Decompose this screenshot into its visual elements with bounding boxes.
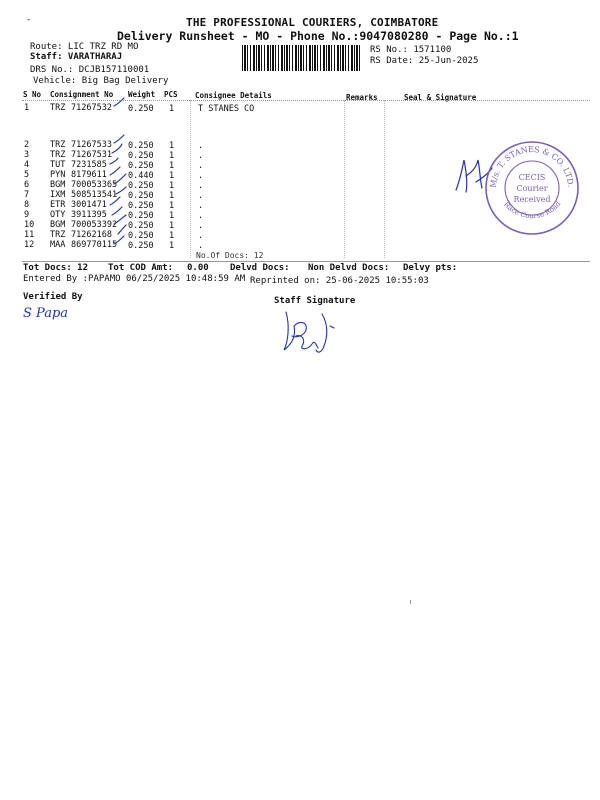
row-consignee: . [198, 201, 204, 211]
row-prefix: MAA [50, 240, 66, 250]
column-divider [190, 100, 191, 258]
column-divider [344, 100, 345, 258]
row-weight: 0.250 [128, 241, 154, 251]
tick-mark [114, 135, 124, 143]
vehicle-text: Vehicle: Big Bag Delivery [33, 76, 169, 86]
row-prefix: BGM [50, 180, 66, 190]
tick-mark [110, 167, 120, 175]
rs-date: RS Date: 25-Jun-2025 [370, 56, 479, 66]
row-sno: 2 [24, 140, 30, 150]
row-prefix: TRZ [50, 230, 66, 240]
row-weight: 0.250 [128, 151, 154, 161]
row-consignee: . [198, 171, 204, 181]
staff-signature-label: Staff Signature [274, 296, 356, 306]
col-remarks: Remarks [346, 93, 378, 102]
reprinted-on: Reprinted on: 25-06-2025 10:55:03 [250, 276, 429, 286]
row-sno: 1 [24, 103, 30, 113]
pen-ticks [108, 96, 134, 248]
row-consignee: . [198, 181, 204, 191]
row-weight: 0.250 [128, 221, 154, 231]
row-sno: 5 [24, 170, 30, 180]
tick-mark [118, 225, 126, 234]
row-consignment: 71267533 [71, 140, 112, 150]
rs-number: RS No.: 1571100 [370, 45, 452, 55]
row-sno: 6 [24, 180, 30, 190]
row-weight: 0.250 [128, 231, 154, 241]
row-pcs: 1 [169, 141, 175, 151]
row-consignment: 71267531 [71, 150, 112, 160]
row-pcs: 1 [169, 221, 175, 231]
row-weight: 0.250 [128, 211, 154, 221]
staff-text: Staff: VARATHARAJ [30, 52, 123, 62]
row-prefix: IXM [50, 190, 66, 200]
tick-mark [112, 207, 122, 215]
row-weight: 0.250 [128, 141, 154, 151]
stamp-center-1: CECIS [518, 173, 546, 182]
row-pcs: 1 [169, 161, 175, 171]
row-consignee: . [198, 161, 204, 171]
row-pcs: 1 [169, 191, 175, 201]
row-consignment: 700053365 [71, 180, 118, 190]
row-weight: 0.440 [128, 171, 154, 181]
row-consignee: . [198, 211, 204, 221]
row-pcs: 1 [169, 181, 175, 191]
dash-mark: - [26, 15, 32, 25]
col-consignment: Consignment No [50, 90, 114, 99]
stamp-outer-text: M/s. T. STANES & CO. LTD. [488, 144, 576, 189]
row-prefix: TUT [50, 160, 66, 170]
footer-divider [22, 261, 590, 262]
tick-mark [110, 197, 120, 205]
row-consignee: . [198, 221, 204, 231]
barcode [242, 45, 362, 71]
staff-signature [278, 306, 344, 358]
row-prefix: ETR [50, 200, 66, 210]
drs-number: DRS No.: DCJB157110001 [30, 65, 150, 75]
delvd-docs: Delvd Docs: [230, 263, 290, 273]
stamp-bottom-text: Race Course Road [502, 199, 563, 221]
row-sno: 3 [24, 150, 30, 160]
page-title: Delivery Runsheet - MO - Phone No.:9047080280 - Page No.:1 [117, 29, 519, 43]
row-prefix: BGM [50, 220, 66, 230]
company-name: THE PROFESSIONAL COURIERS, COIMBATORE [186, 16, 439, 29]
row-prefix: PYN [50, 170, 66, 180]
row-consignment: 508513541 [71, 190, 118, 200]
row-pcs: 1 [169, 231, 175, 241]
col-pcs: PCS [164, 90, 178, 99]
row-consignment: 8179611 [71, 170, 107, 180]
row-weight: 0.250 [128, 201, 154, 211]
tot-cod-value: 0.00 [187, 263, 209, 273]
row-prefix: TRZ [50, 103, 66, 113]
tot-cod-label: Tot COD Amt: [108, 263, 174, 273]
row-weight: 0.250 [128, 181, 154, 191]
row-consignment: 7231585 [71, 160, 107, 170]
row-sno: 10 [24, 220, 35, 230]
tick-mark [112, 144, 122, 153]
row-pcs: 1 [169, 201, 175, 211]
row-pcs: 1 [169, 151, 175, 161]
route-text: Route: LIC TRZ RD MO [30, 42, 139, 52]
row-consignee: T STANES CO [198, 104, 255, 114]
delvy-pts: Delvy pts: [403, 263, 458, 273]
row-sno: 8 [24, 200, 30, 210]
tot-docs: Tot Docs: 12 [23, 263, 89, 273]
row-sno: 7 [24, 190, 30, 200]
row-pcs: 1 [169, 171, 175, 181]
verified-by-label: Verified By [23, 292, 83, 302]
row-prefix: OTY [50, 210, 66, 220]
row-sno: 4 [24, 160, 30, 170]
row-consignment: 3911395 [71, 210, 107, 220]
column-divider [384, 100, 385, 258]
tick-mark [116, 187, 126, 194]
row-consignment: 869770115 [71, 240, 118, 250]
row-prefix: TRZ [50, 140, 66, 150]
row-consignee: . [198, 151, 204, 161]
verified-signature: S Papa [23, 306, 69, 321]
row-sno: 11 [24, 230, 35, 240]
row-pcs: 1 [169, 241, 175, 251]
tick-mark [114, 98, 124, 106]
tick-mark [114, 215, 126, 224]
row-consignee: . [198, 141, 204, 151]
row-sno: 12 [24, 240, 35, 250]
tick-mark [110, 158, 118, 164]
entered-by: Entered By :PAPAMO 06/25/2025 10:48:59 AM [23, 274, 246, 284]
tick-mark [114, 236, 124, 244]
col-weight: Weight [128, 90, 156, 99]
col-consignee: Consignee Details [195, 91, 272, 100]
col-sno: S No [23, 90, 42, 99]
no-of-docs: No.Of Docs: 12 [196, 251, 264, 260]
row-weight: 0.250 [128, 161, 154, 171]
row-consignment: 3001471 [71, 200, 107, 210]
row-weight: 0.250 [128, 104, 154, 114]
row-pcs: 1 [169, 104, 175, 114]
stamp-center-2: Courier [516, 184, 548, 193]
tick-mark [114, 174, 126, 184]
non-delvd-docs: Non Delvd Docs: [308, 263, 390, 273]
row-prefix: TRZ [50, 150, 66, 160]
row-consignee: . [198, 241, 204, 251]
row-pcs: 1 [169, 211, 175, 221]
row-consignee: . [198, 231, 204, 241]
scan-speck [410, 600, 411, 604]
row-consignee: . [198, 191, 204, 201]
company-stamp [482, 138, 582, 238]
col-seal: Seal & Signature [404, 93, 477, 102]
row-consignment: 71267532 [71, 103, 112, 113]
row-consignment: 71262168 [71, 230, 112, 240]
row-sno: 9 [24, 210, 30, 220]
row-weight: 0.250 [128, 191, 154, 201]
stamp-center-3: Received [513, 195, 551, 204]
row-consignment: 700053392 [71, 220, 118, 230]
